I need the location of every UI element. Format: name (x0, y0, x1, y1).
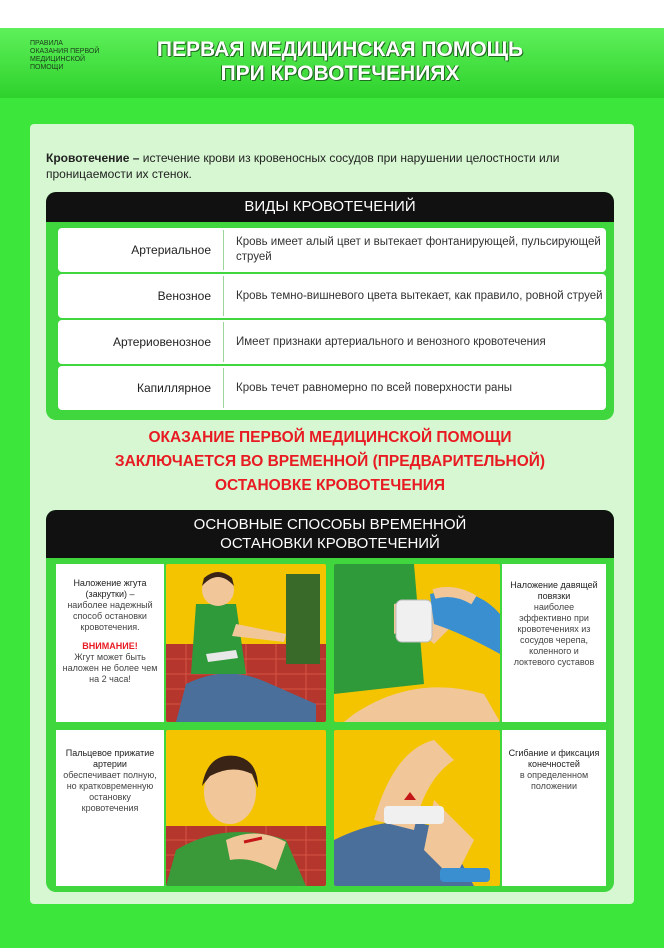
type-description: Имеет признаки артериального и венозного кровотечения (236, 335, 546, 348)
tourniquet-title: Наложение жгута (закрутки) – (73, 578, 147, 599)
top-strip (0, 0, 664, 28)
type-name: Артериовенозное (112, 335, 211, 349)
flexion-text-tile (502, 730, 606, 886)
flexion-title: Сгибание и фиксация конечностей (508, 748, 600, 769)
flexion-text: в определенном положении (519, 770, 589, 791)
pressure-text: обеспечивает полную, но кратковременную остановку кровотечения (63, 770, 157, 813)
definition-text: истечение крови из кровеносных сосудов при нарушении целостности или проницаемости их стенок. (46, 151, 560, 181)
tourniquet-warning-text: Жгут может быть наложен не более чем на 2 часа! (62, 652, 158, 684)
bandage-illustration-graphic (334, 564, 500, 722)
tourniquet-illustration-graphic (166, 564, 326, 722)
methods-heading-line-2: ОСТАНОВКИ КРОВОТЕЧЕНИЙ (220, 535, 440, 552)
pressure-illustration-graphic (166, 730, 326, 886)
type-row (58, 274, 606, 318)
type-description: Кровь имеет алый цвет и вытекает фонтанирующей, пульсирующей струей (236, 236, 601, 263)
methods-heading (46, 510, 614, 558)
methods-heading-line-1: ОСНОВНЫЕ СПОСОБЫ ВРЕМЕННОЙ (193, 516, 467, 533)
note-line-3: ОСТАНОВКЕ КРОВОТЕЧЕНИЯ (214, 477, 446, 494)
type-name: Капиллярное (136, 381, 211, 395)
type-row (58, 228, 606, 272)
pressure-title: Пальцевое прижатие артерии (65, 748, 155, 769)
flexion-illustration (334, 730, 500, 886)
note-line-1: ОКАЗАНИЕ ПЕРВОЙ МЕДИЦИНСКОЙ ПОМОЩИ (148, 429, 512, 446)
tourniquet-illustration (166, 564, 326, 722)
page-title (110, 38, 570, 86)
type-name: Артериальное (131, 243, 211, 257)
type-name: Венозное (157, 289, 211, 303)
note-line-2: ЗАКЛЮЧАЕТСЯ ВО ВРЕМЕННОЙ (ПРЕДВАРИТЕЛЬНОЙ) (114, 453, 546, 470)
title-line-2: ПРИ КРОВОТЕЧЕНИЯХ (220, 62, 460, 85)
type-description: Кровь течет равномерно по всей поверхности раны (236, 381, 513, 394)
flexion-illustration-graphic (334, 730, 500, 886)
type-description: Кровь темно-вишневого цвета вытекает, как правило, ровной струей (236, 289, 603, 302)
bandage-text-tile (502, 564, 606, 722)
bandage-text: наиболее эффективно при кровотечениях из сосудов черепа, коленного и локтевого суставов (513, 602, 595, 667)
type-row (58, 366, 606, 410)
bandage-title: Наложение давящей повязки (510, 580, 598, 601)
types-heading: ВИДЫ КРОВОТЕЧЕНИЙ (46, 192, 614, 222)
definition (46, 150, 586, 182)
series-label: ПРАВИЛА ОКАЗАНИЯ ПЕРВОЙ МЕДИЦИНСКОЙ ПОМОЩИ (30, 40, 100, 71)
first-aid-note (46, 426, 614, 498)
definition-term: Кровотечение – (46, 151, 140, 165)
pressure-text-tile (56, 730, 164, 886)
tourniquet-text-tile (56, 564, 164, 722)
pressure-illustration (166, 730, 326, 886)
title-line-1: ПЕРВАЯ МЕДИЦИНСКАЯ ПОМОЩЬ (156, 38, 524, 61)
tourniquet-warning: ВНИМАНИЕ! (82, 641, 138, 651)
type-row (58, 320, 606, 364)
bandage-illustration (334, 564, 500, 722)
tourniquet-text: наиболее надежный способ остановки кровотечения. (67, 600, 153, 632)
